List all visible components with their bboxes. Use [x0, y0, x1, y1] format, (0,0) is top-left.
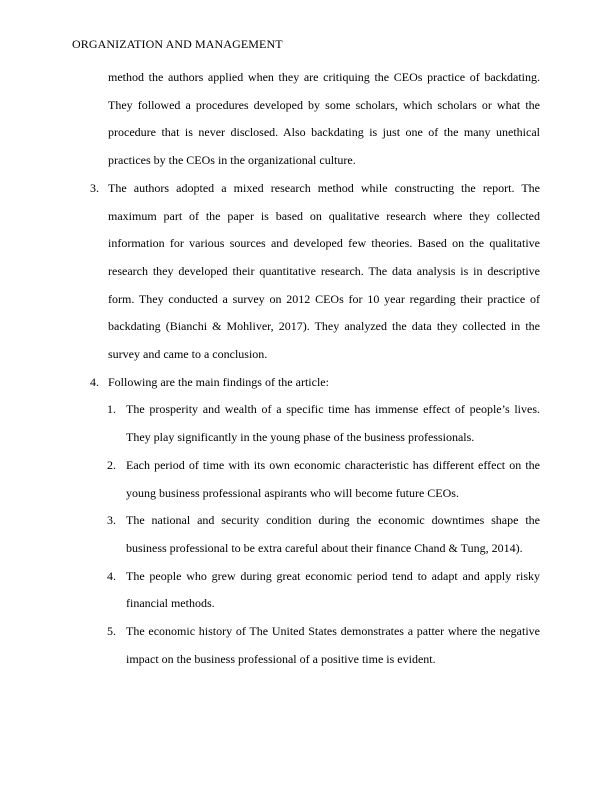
finding-item: [107, 618, 540, 673]
list-number: 3.: [90, 180, 99, 195]
list-item-text: The authors adopted a mixed research method while constructing the report. The maximum part of the paper is based on qualitative research where they collected information for various sources and developed few theories. Based on the qualitative research they developed their quantitative research. The data analysis is in descriptive form. They conducted a survey on 2012 CEOs for 10 year regarding their practice of backdating (Bianchi & Mohliver, 2017). They analyzed the data they collected in the survey and came to a conclusion.: [108, 180, 540, 362]
finding-text: The prosperity and wealth of a specific time has immense effect of people’s lives. They play significantly in the young phase of the business professionals.: [126, 402, 540, 445]
finding-text: The economic history of The United States demonstrates a patter where the negative impact on the business professional of a positive time is evident.: [126, 624, 540, 666]
finding-number: 4.: [107, 568, 116, 583]
finding-number: 1.: [107, 402, 116, 417]
continuation-paragraph: method the authors applied when they are critiquing the CEOs practice of backdating. They followed a procedures developed by some scholars, which scholars or what the procedure that is never disclosed. Also backdating is just one of the many unethical practices by the CEOs in the organizational culture.: [108, 70, 540, 168]
document-body: [0, 64, 612, 673]
list-item-3: [90, 175, 540, 369]
finding-text: The national and security condition during the economic downtimes shape the business professional to be extra careful about their finance Chand & Tung, 2014).: [126, 513, 540, 555]
list-item-4: [90, 369, 540, 397]
findings-list: [0, 396, 612, 673]
running-head: ORGANIZATION AND MANAGEMENT: [72, 37, 283, 51]
finding-text: The people who grew during great economic period tend to adapt and apply risky financial methods.: [126, 568, 540, 611]
finding-text: Each period of time with its own economic characteristic has different effect on the young business professional aspirants who will become future CEOs.: [126, 457, 540, 500]
finding-item: [107, 507, 540, 562]
finding-item: [107, 563, 540, 618]
finding-number: 3.: [107, 513, 116, 528]
finding-item: [107, 452, 540, 507]
finding-item: [107, 396, 540, 451]
finding-number: 5.: [107, 624, 116, 639]
list-item-text: Following are the main findings of the article:: [108, 374, 329, 389]
list-number: 4.: [90, 374, 99, 389]
finding-number: 2.: [107, 457, 116, 472]
